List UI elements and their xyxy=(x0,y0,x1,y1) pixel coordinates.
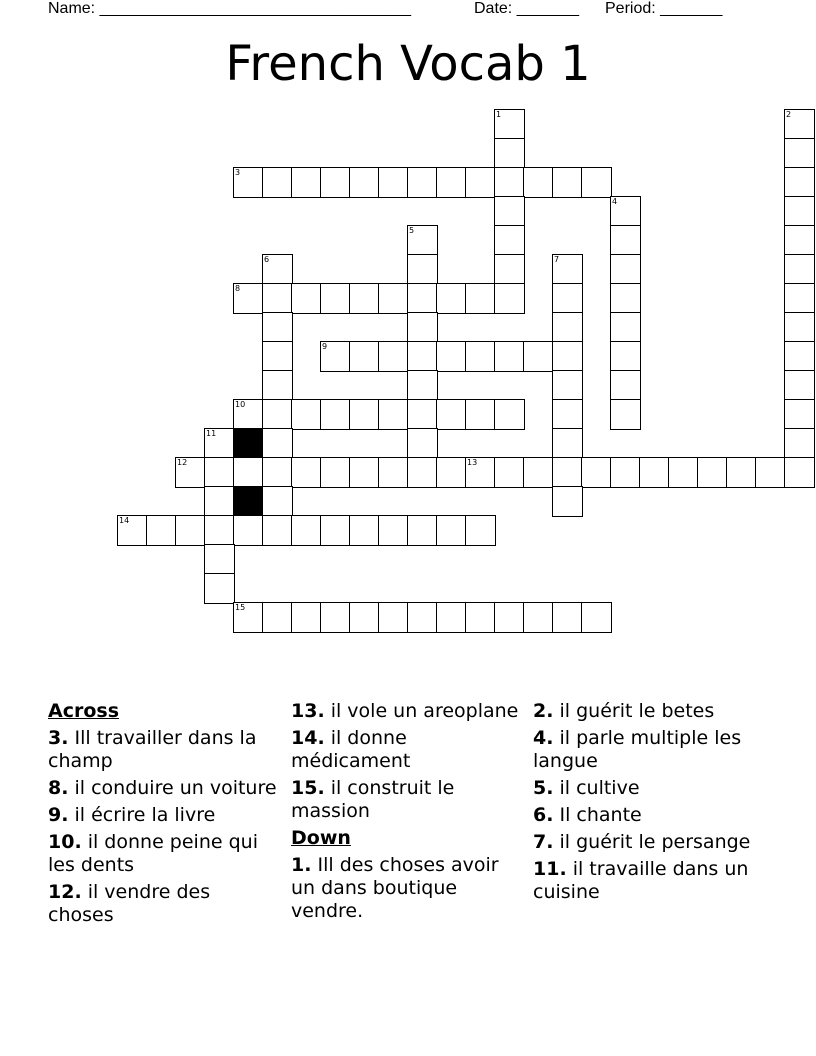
grid-cell[interactable] xyxy=(407,602,438,633)
grid-cell[interactable] xyxy=(755,457,786,488)
grid-cell[interactable] xyxy=(262,370,293,401)
clue-text: il construit le massion xyxy=(291,777,455,822)
grid-cell[interactable] xyxy=(697,457,728,488)
clue-number: 7. xyxy=(533,831,554,853)
clue-text: il guérit le persange xyxy=(553,831,751,853)
clue-text: Ill des choses avoir un dans boutique vendre. xyxy=(291,854,499,922)
clue-number: 13. xyxy=(291,700,325,722)
cell-number: 6 xyxy=(264,255,270,264)
grid-cell[interactable] xyxy=(233,457,264,488)
grid-cell[interactable] xyxy=(349,167,380,198)
grid-cell[interactable] xyxy=(494,399,525,430)
cell-number: 8 xyxy=(235,284,241,293)
grid-cell[interactable] xyxy=(291,399,322,430)
grid-cell[interactable] xyxy=(523,167,554,198)
name-label: Name: ___________________________________ xyxy=(48,0,412,17)
clue-across-8 xyxy=(48,777,280,800)
grid-cell[interactable] xyxy=(784,283,815,314)
grid-cell[interactable] xyxy=(610,196,641,227)
grid-cell[interactable] xyxy=(262,254,293,285)
grid-cell[interactable] xyxy=(233,399,264,430)
cell-number: 9 xyxy=(322,342,328,351)
grid-cell[interactable] xyxy=(262,399,293,430)
clue-number: 2. xyxy=(533,700,554,722)
clue-down-2 xyxy=(533,700,765,723)
grid-cell[interactable] xyxy=(436,283,467,314)
across-heading: Across xyxy=(48,700,120,722)
grid-cell[interactable] xyxy=(784,109,815,140)
clue-number: 1. xyxy=(291,854,312,876)
clue-text: il travaille dans un cuisine xyxy=(533,858,749,903)
grid-cell[interactable] xyxy=(465,515,496,546)
grid-cell[interactable] xyxy=(784,167,815,198)
grid-cell[interactable] xyxy=(320,341,351,372)
clue-across-10 xyxy=(48,831,280,877)
grid-cell[interactable] xyxy=(204,544,235,575)
cell-number: 7 xyxy=(554,255,560,264)
clue-column-2 xyxy=(291,700,523,927)
clue-text: il donne peine qui les dents xyxy=(48,831,258,876)
grid-cell[interactable] xyxy=(552,312,583,343)
grid-cell[interactable] xyxy=(494,254,525,285)
grid-cell[interactable] xyxy=(146,515,177,546)
clue-across-15 xyxy=(291,777,523,823)
grid-cell[interactable] xyxy=(552,602,583,633)
grid-cell[interactable] xyxy=(291,167,322,198)
grid-cell[interactable] xyxy=(291,515,322,546)
grid-cell[interactable] xyxy=(494,196,525,227)
grid-cell[interactable] xyxy=(320,457,351,488)
clue-number: 4. xyxy=(533,727,554,749)
grid-cell[interactable] xyxy=(407,312,438,343)
grid-cell[interactable] xyxy=(262,515,293,546)
grid-cell[interactable] xyxy=(494,167,525,198)
clue-text: il donne médicament xyxy=(291,727,411,772)
clue-text: Il chante xyxy=(553,804,642,826)
grid-cell[interactable] xyxy=(552,457,583,488)
clue-text: Ill travailler dans la champ xyxy=(48,727,257,772)
grid-cell[interactable] xyxy=(262,428,293,459)
grid-cell[interactable] xyxy=(407,283,438,314)
grid-cell[interactable] xyxy=(436,341,467,372)
grid-cell[interactable] xyxy=(610,370,641,401)
grid-cell[interactable] xyxy=(784,225,815,256)
grid-cell[interactable] xyxy=(552,283,583,314)
grid-cell[interactable] xyxy=(610,399,641,430)
grid-cell[interactable] xyxy=(291,283,322,314)
grid-cell[interactable] xyxy=(784,428,815,459)
grid-cell[interactable] xyxy=(436,515,467,546)
grid-cell[interactable] xyxy=(465,341,496,372)
grid-cell[interactable] xyxy=(262,602,293,633)
grid-cell[interactable] xyxy=(494,225,525,256)
clue-number: 6. xyxy=(533,804,554,826)
grid-cell[interactable] xyxy=(465,602,496,633)
clue-number: 9. xyxy=(48,804,69,826)
cell-number: 14 xyxy=(119,516,130,525)
black-cell xyxy=(233,486,264,517)
grid-cell[interactable] xyxy=(320,399,351,430)
grid-cell[interactable] xyxy=(436,602,467,633)
clue-number: 12. xyxy=(48,881,82,903)
grid-cell[interactable] xyxy=(349,399,380,430)
grid-cell[interactable] xyxy=(494,109,525,140)
grid-cell[interactable] xyxy=(610,457,641,488)
grid-cell[interactable] xyxy=(204,573,235,604)
grid-cell[interactable] xyxy=(320,167,351,198)
grid-cell[interactable] xyxy=(262,457,293,488)
grid-cell[interactable] xyxy=(320,515,351,546)
clue-down-7 xyxy=(533,831,765,854)
grid-cell[interactable] xyxy=(407,225,438,256)
clue-text: il conduire un voiture xyxy=(68,777,277,799)
grid-cell[interactable] xyxy=(581,167,612,198)
date-label: Date: _______ xyxy=(474,0,579,17)
clue-text: il guérit le betes xyxy=(553,700,715,722)
grid-cell[interactable] xyxy=(204,428,235,459)
grid-cell[interactable] xyxy=(233,515,264,546)
grid-cell[interactable] xyxy=(552,167,583,198)
clue-across-9 xyxy=(48,804,280,827)
grid-cell[interactable] xyxy=(436,399,467,430)
clue-down-1 xyxy=(291,854,523,923)
grid-cell[interactable] xyxy=(407,399,438,430)
clue-number: 8. xyxy=(48,777,69,799)
grid-cell[interactable] xyxy=(436,457,467,488)
grid-cell[interactable] xyxy=(581,457,612,488)
grid-cell[interactable] xyxy=(204,457,235,488)
grid-cell[interactable] xyxy=(204,486,235,517)
grid-cell[interactable] xyxy=(784,457,815,488)
grid-cell[interactable] xyxy=(349,341,380,372)
grid-cell[interactable] xyxy=(349,602,380,633)
grid-cell[interactable] xyxy=(349,283,380,314)
grid-cell[interactable] xyxy=(378,341,409,372)
clue-column-1 xyxy=(48,700,280,931)
cell-number: 10 xyxy=(235,400,246,409)
clue-number: 10. xyxy=(48,831,82,853)
clue-number: 5. xyxy=(533,777,554,799)
grid-cell[interactable] xyxy=(349,457,380,488)
clue-across-3 xyxy=(48,727,280,773)
grid-cell[interactable] xyxy=(610,225,641,256)
grid-cell[interactable] xyxy=(378,515,409,546)
grid-cell[interactable] xyxy=(552,341,583,372)
clue-number: 3. xyxy=(48,727,69,749)
grid-cell[interactable] xyxy=(784,254,815,285)
grid-cell[interactable] xyxy=(610,283,641,314)
clue-column-3 xyxy=(533,700,765,908)
grid-cell[interactable] xyxy=(784,138,815,169)
cell-number: 1 xyxy=(496,110,502,119)
grid-cell[interactable] xyxy=(639,457,670,488)
cell-number: 11 xyxy=(206,429,217,438)
grid-cell[interactable] xyxy=(349,515,380,546)
grid-cell[interactable] xyxy=(291,602,322,633)
grid-cell[interactable] xyxy=(320,283,351,314)
cell-number: 3 xyxy=(235,168,241,177)
period-label: Period: _______ xyxy=(605,0,723,17)
clue-down-5 xyxy=(533,777,765,800)
grid-cell[interactable] xyxy=(784,312,815,343)
grid-cell[interactable] xyxy=(494,341,525,372)
cell-number: 2 xyxy=(786,110,792,119)
clue-across-14 xyxy=(291,727,523,773)
clue-text: il vole un areoplane xyxy=(324,700,519,722)
page-title: French Vocab 1 xyxy=(225,36,591,92)
grid-cell[interactable] xyxy=(784,196,815,227)
grid-cell[interactable] xyxy=(523,457,554,488)
grid-cell[interactable] xyxy=(494,602,525,633)
clue-across-12 xyxy=(48,881,280,927)
grid-cell[interactable] xyxy=(204,515,235,546)
grid-cell[interactable] xyxy=(378,283,409,314)
grid-cell[interactable] xyxy=(552,486,583,517)
grid-cell[interactable] xyxy=(378,167,409,198)
grid-cell[interactable] xyxy=(668,457,699,488)
grid-cell[interactable] xyxy=(407,341,438,372)
grid-cell[interactable] xyxy=(407,457,438,488)
grid-cell[interactable] xyxy=(552,399,583,430)
grid-cell[interactable] xyxy=(262,486,293,517)
grid-cell[interactable] xyxy=(320,602,351,633)
clue-text: il écrire la livre xyxy=(68,804,216,826)
grid-cell[interactable] xyxy=(552,254,583,285)
grid-cell[interactable] xyxy=(233,283,264,314)
black-cell xyxy=(233,428,264,459)
grid-cell[interactable] xyxy=(552,428,583,459)
grid-cell[interactable] xyxy=(436,167,467,198)
grid-cell[interactable] xyxy=(262,167,293,198)
cell-number: 15 xyxy=(235,603,246,612)
grid-cell[interactable] xyxy=(784,341,815,372)
cell-number: 13 xyxy=(467,458,478,467)
grid-cell[interactable] xyxy=(465,167,496,198)
grid-cell[interactable] xyxy=(175,515,206,546)
grid-cell[interactable] xyxy=(465,399,496,430)
grid-cell[interactable] xyxy=(465,283,496,314)
grid-cell[interactable] xyxy=(117,515,148,546)
grid-cell[interactable] xyxy=(610,341,641,372)
grid-cell[interactable] xyxy=(523,341,554,372)
grid-cell[interactable] xyxy=(233,167,264,198)
clue-number: 11. xyxy=(533,858,567,880)
grid-cell[interactable] xyxy=(523,602,554,633)
grid-cell[interactable] xyxy=(494,138,525,169)
grid-cell[interactable] xyxy=(610,312,641,343)
grid-cell[interactable] xyxy=(581,602,612,633)
grid-cell[interactable] xyxy=(407,254,438,285)
grid-cell[interactable] xyxy=(407,370,438,401)
grid-cell[interactable] xyxy=(407,167,438,198)
grid-cell[interactable] xyxy=(784,399,815,430)
grid-cell[interactable] xyxy=(262,312,293,343)
grid-cell[interactable] xyxy=(407,428,438,459)
clue-down-11 xyxy=(533,858,765,904)
grid-cell[interactable] xyxy=(784,370,815,401)
cell-number: 5 xyxy=(409,226,415,235)
grid-cell[interactable] xyxy=(465,457,496,488)
grid-cell[interactable] xyxy=(233,602,264,633)
clue-number: 15. xyxy=(291,777,325,799)
grid-cell[interactable] xyxy=(378,602,409,633)
down-heading: Down xyxy=(291,827,351,849)
clue-text: il parle multiple les langue xyxy=(533,727,742,772)
grid-cell[interactable] xyxy=(291,457,322,488)
grid-cell[interactable] xyxy=(378,457,409,488)
grid-cell[interactable] xyxy=(494,283,525,314)
clue-across-13 xyxy=(291,700,523,723)
grid-cell[interactable] xyxy=(610,254,641,285)
clue-down-6 xyxy=(533,804,765,827)
cell-number: 4 xyxy=(612,197,618,206)
grid-cell[interactable] xyxy=(726,457,757,488)
clue-number: 14. xyxy=(291,727,325,749)
grid-cell[interactable] xyxy=(262,283,293,314)
grid-cell[interactable] xyxy=(262,341,293,372)
grid-cell[interactable] xyxy=(494,457,525,488)
grid-cell[interactable] xyxy=(407,515,438,546)
clue-down-4 xyxy=(533,727,765,773)
grid-cell[interactable] xyxy=(378,399,409,430)
clue-text: il vendre des choses xyxy=(48,881,211,926)
grid-cell[interactable] xyxy=(175,457,206,488)
cell-number: 12 xyxy=(177,458,188,467)
clue-text: il cultive xyxy=(553,777,640,799)
grid-cell[interactable] xyxy=(552,370,583,401)
